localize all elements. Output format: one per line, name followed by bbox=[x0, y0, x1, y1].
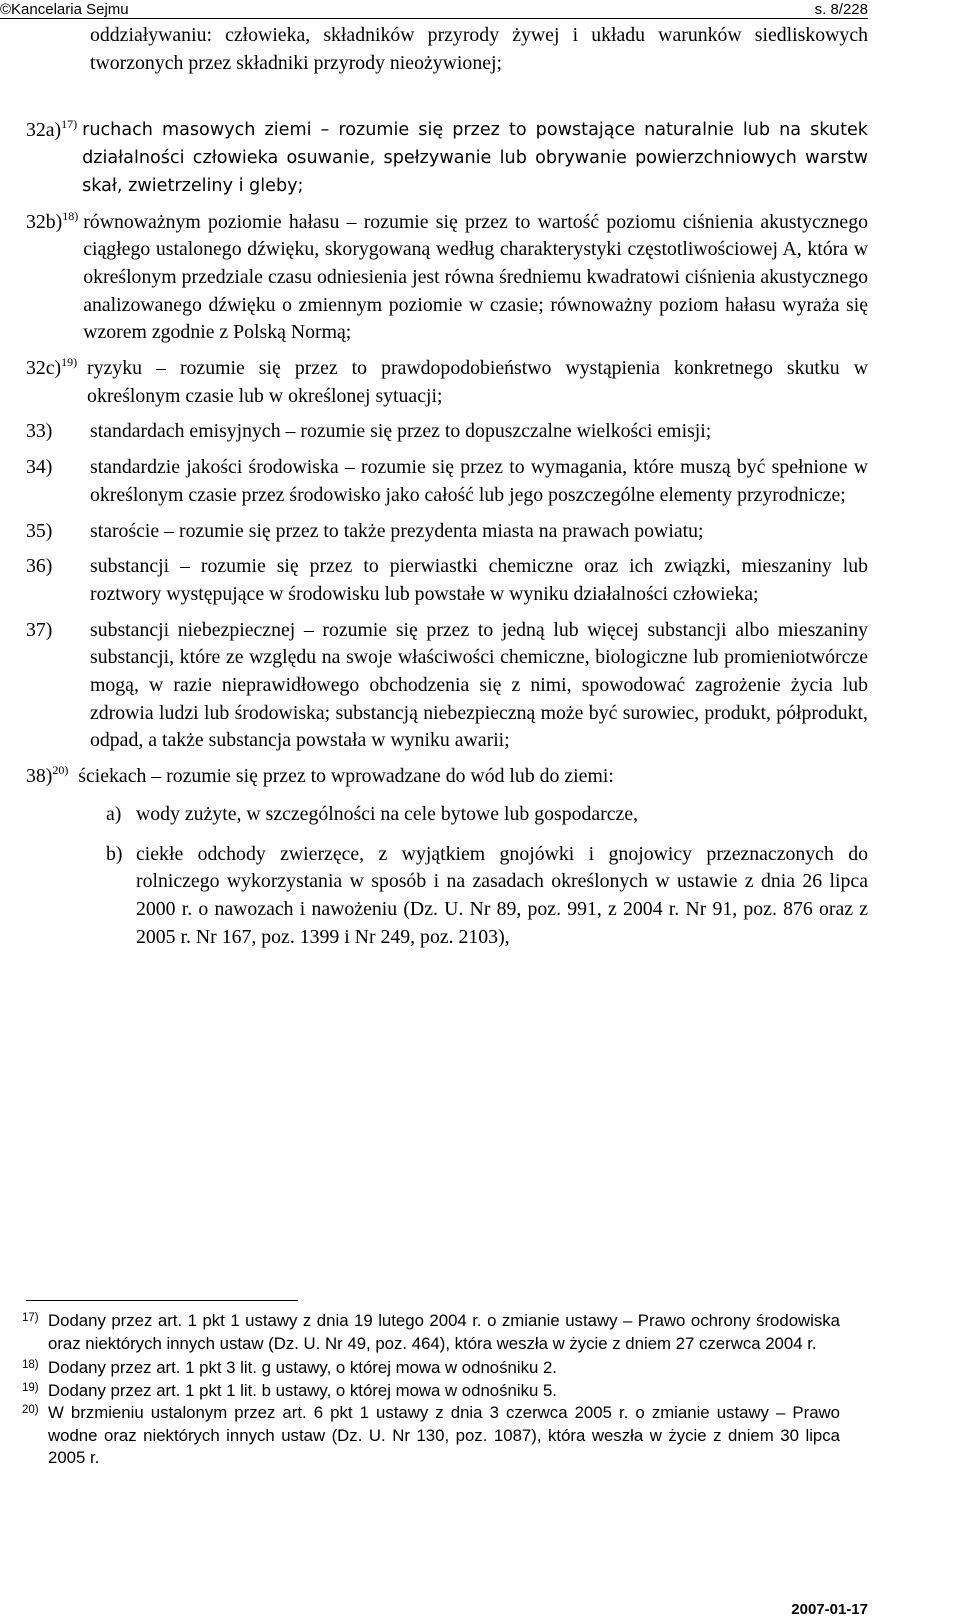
footnote-20: 20) W brzmieniu ustalonym przez art. 6 pkt 1 ustawy z dnia 3 czerwca 2005 r. o zmianie ustawy – Prawo wodne oraz niektórych innych ustaw (Dz. U. Nr 130, poz. 1087), która weszła w życie z dniem 30 lipca 2005 r. bbox=[22, 1403, 840, 1467]
definition-35: 35) staroście – rozumie się przez to także prezydenta miasta na prawach powiatu; bbox=[26, 519, 704, 542]
footnote-18: 18) Dodany przez art. 1 pkt 3 lit. g ustawy, o której mowa w odnośniku 2. bbox=[22, 1358, 557, 1377]
document-body bbox=[26, 22, 868, 951]
footnote-rule bbox=[26, 1300, 298, 1301]
footnote-19: 19) Dodany przez art. 1 pkt 1 lit. b ustawy, o której mowa w odnośniku 5. bbox=[22, 1380, 557, 1400]
footnote-17: 17) Dodany przez art. 1 pkt 1 ustawy z dnia 19 lutego 2004 r. o zmianie ustawy – Prawo ochrony środowiska oraz niektórych innych ustaw (Dz. U. Nr 49, poz. 464), która weszła w życie z dniem 27 czerwca 2004 r. bbox=[22, 1311, 840, 1353]
definition-36: 36) substancji – rozumie się przez to pierwiastki chemiczne oraz ich związki, mieszaniny lub roztwory występujące w środowisku lub powstałe w wyniku działalności człowieka; bbox=[26, 555, 868, 605]
definition-32a: 32a)$^{17)}$ ruchach masowych ziemi – rozumie się przez to powstające naturalnie lub na skutek działalności człowieka osuwanie, spełzywanie lub obrywanie powierzchniowych warstw skał, zwietrzeliny i gleby; bbox=[26, 117, 868, 196]
definition-37: 37) substancji niebezpiecznej – rozumie się przez to jedną lub więcej substancji albo mieszaniny substancji, które ze względu na swoje właściwości chemiczne, biologiczne lub promieniotwórcze mogą, w razie nieprawidłowego obchodzenia się z nimi, spowodować zagrożenie życia lub zdrowia ludzi lub środowiska; substancją niebezpieczną może być surowiec, produkt, półprodukt, odpad, a także substancja powstała w wyniku awarii; bbox=[26, 618, 868, 752]
definition-32c: 32c)$^{19)}$ ryzyku – rozumie się przez to prawdopodobieństwo wystąpienia konkretnego skutku w określonym czasie lub w określonej sytuacji; bbox=[26, 355, 868, 407]
subitem-a: a) wody zużyte, w szczególności na cele bytowe lub gospodarcze, bbox=[106, 802, 639, 825]
header-page-number: s. 8/228 bbox=[814, 1, 868, 18]
definition-34: 34) standardzie jakości środowiska – rozumie się przez to wymagania, które muszą być spełnione w określonym czasie przez środowisko jako całość lub jego poszczególne elementy przyrodnicze; bbox=[26, 456, 868, 506]
subitem-b: b) ciekłe odchody zwierzęce, z wyjątkiem gnojówki i gnojowicy przeznaczonych do rolniczego wykorzystania w sposób i na zasadach określonych w ustawie z dnia 26 lipca 2000 r. o nawozach i nawożeniu (Dz. U. Nr 89, poz. 991, z 2004 r. Nr 91, poz. 876 oraz z 2005 r. Nr 167, poz. 1399 i Nr 249, poz. 2103), bbox=[106, 842, 868, 948]
intro-paragraph: oddziaływaniu: człowieka, składników przyrody żywej i układu warunków siedliskowych tworzonych przez składniki przyrody nieożywionej; bbox=[90, 24, 868, 74]
page-header bbox=[0, 0, 960, 20]
header-source: ©Kancelaria Sejmu bbox=[0, 1, 129, 18]
footer-date: 2007-01-17 bbox=[791, 1601, 868, 1618]
definition-38: 38)$^{20)}$ ściekach – rozumie się przez to wprowadzane do wód lub do ziemi: bbox=[26, 763, 614, 788]
footnotes bbox=[22, 1310, 840, 1470]
definition-33: 33) standardach emisyjnych – rozumie się przez to dopuszczalne wielkości emisji; bbox=[26, 420, 712, 443]
header-rule bbox=[0, 18, 868, 19]
definition-32b: 32b)$^{18)}$ równoważnym poziomie hałasu – rozumie się przez to wartość poziomu ciśnienia akustycznego ciągłego ustalonego dźwięku, skorygowaną według charakterystyki częstotliwościowej A, która w określonym przedziale czasu odniesienia jest równa średniemu kwadratowi ciśnienia akustycznego analizowanego dźwięku o zmiennym poziomie w czasie; równoważny poziom hałasu wyraża się wzorem zgodnie z Polską Normą; bbox=[26, 208, 868, 344]
